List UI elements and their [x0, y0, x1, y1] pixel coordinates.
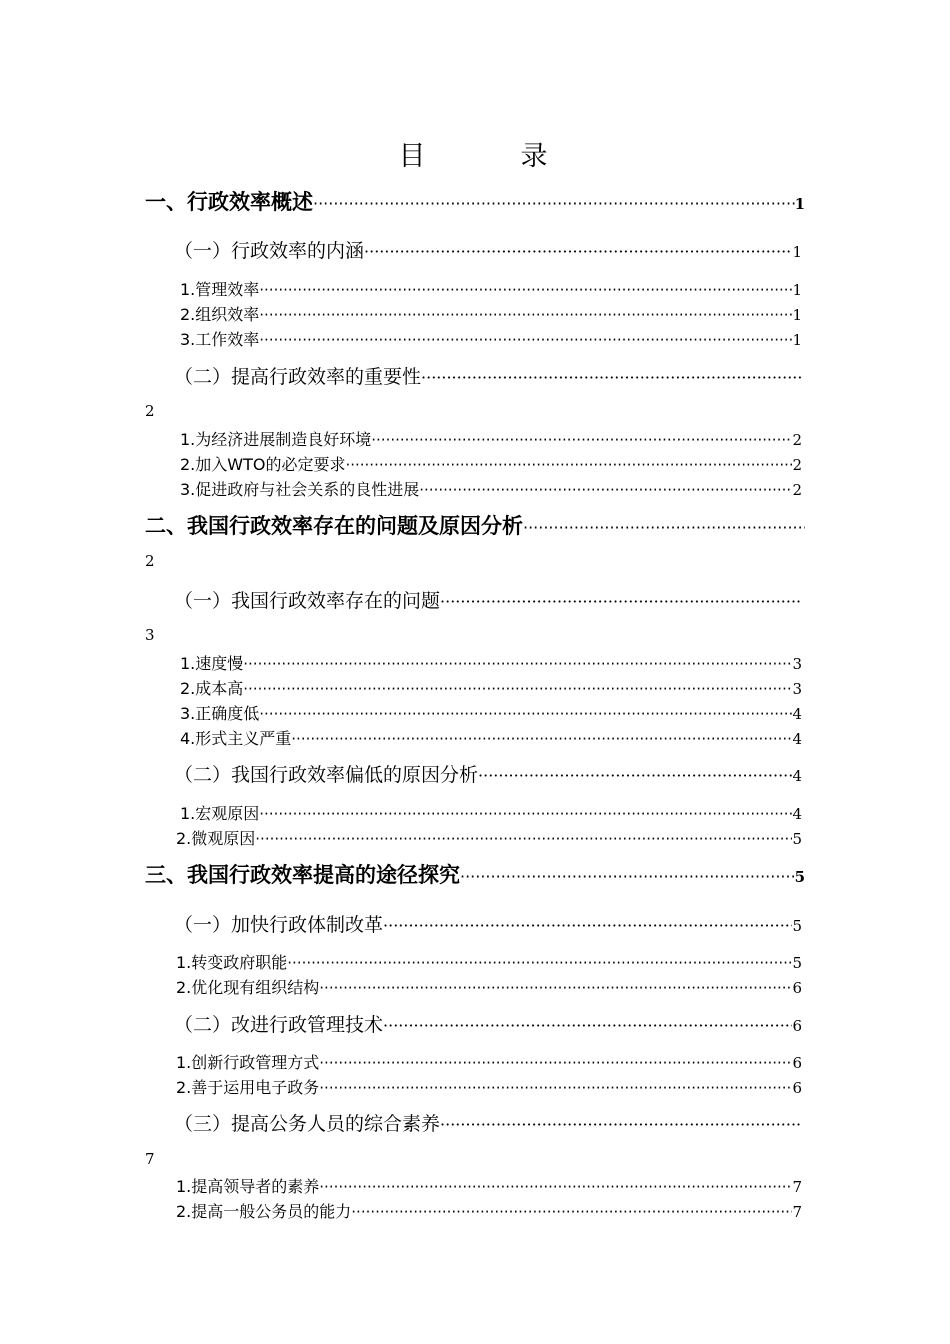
- toc-entry[interactable]: [174, 586, 802, 614]
- toc-entry-label: 3.正确度低: [180, 704, 260, 723]
- leader-dots: [259, 705, 792, 723]
- toc-page-number: 5: [792, 917, 802, 935]
- toc-page-number: 7: [792, 1178, 802, 1196]
- toc-page-number: 6: [792, 1054, 802, 1072]
- toc-entry[interactable]: [180, 701, 802, 723]
- toc-entry[interactable]: [176, 1174, 802, 1196]
- toc-page-number: 1: [792, 281, 802, 299]
- toc-entry[interactable]: [176, 1199, 802, 1221]
- leader-dots: [345, 456, 792, 474]
- toc-entry-label: （一）加快行政体制改革: [174, 914, 384, 936]
- toc-entry[interactable]: [174, 1010, 802, 1038]
- toc-page-number: 1: [794, 195, 805, 213]
- toc-entry-label: 2.组织效率: [180, 305, 260, 324]
- toc-entry-label: 三、我国行政效率提高的途径探究: [145, 863, 460, 887]
- leader-dots: [364, 242, 792, 261]
- toc-entry[interactable]: [180, 477, 802, 499]
- toc-page-number: 2: [145, 402, 155, 420]
- toc-entry-label: （二）我国行政效率偏低的原因分析: [174, 764, 479, 786]
- toc-entry-label: （三）提高公务人员的综合素养: [174, 1113, 441, 1135]
- leader-dots: [259, 281, 792, 299]
- toc-entry-label: 2.加入WTO的必定要求: [180, 455, 346, 474]
- leader-dots: [255, 830, 792, 848]
- toc-entry-label: 1.宏观原因: [180, 804, 260, 823]
- toc-entry[interactable]: [174, 760, 802, 788]
- toc-entry-label: 3.工作效率: [180, 330, 260, 349]
- toc-entry[interactable]: [145, 510, 805, 540]
- toc-page-number: 2: [792, 431, 802, 449]
- toc-entry[interactable]: [180, 277, 802, 299]
- leader-dots: [421, 368, 802, 387]
- leader-dots: [523, 518, 805, 537]
- leader-dots: [287, 954, 792, 972]
- toc-entry-label: （二）改进行政管理技术: [174, 1014, 384, 1036]
- toc-page-number: 2: [145, 552, 155, 570]
- leader-dots: [313, 194, 795, 213]
- toc-entry[interactable]: [176, 975, 802, 997]
- leader-dots: [243, 655, 792, 673]
- leader-dots: [259, 331, 792, 349]
- toc-entry-label: 1.速度慢: [180, 654, 244, 673]
- toc-page-number: 5: [792, 954, 802, 972]
- toc-entry-label: 2.提高一般公务员的能力: [176, 1202, 352, 1221]
- leader-dots: [243, 680, 792, 698]
- toc-page-number: 3: [145, 626, 155, 644]
- toc-entry[interactable]: [174, 1109, 802, 1137]
- toc-page-number: 3: [792, 680, 802, 698]
- toc-page-number: 5: [794, 868, 805, 886]
- leader-dots: [259, 306, 792, 324]
- toc-entry[interactable]: [180, 452, 802, 474]
- leader-dots: [440, 592, 802, 611]
- toc-entry[interactable]: [145, 859, 805, 889]
- toc-entry-label: 1.提高领导者的素养: [176, 1177, 320, 1196]
- toc-page-number: 1: [792, 331, 802, 349]
- toc-entry[interactable]: [174, 910, 802, 938]
- leader-dots: [440, 1115, 802, 1134]
- toc-entry[interactable]: [174, 236, 802, 264]
- toc-entry[interactable]: [145, 186, 805, 216]
- toc-page-number: 1: [792, 306, 802, 324]
- toc-entry[interactable]: [176, 1075, 802, 1097]
- toc-entry[interactable]: [180, 801, 802, 823]
- toc-entry-label: 二、我国行政效率存在的问题及原因分析: [145, 514, 523, 538]
- leader-dots: [460, 867, 795, 886]
- leader-dots: [478, 766, 792, 785]
- toc-page-number: 4: [792, 730, 802, 748]
- toc-entry[interactable]: [180, 726, 802, 748]
- toc-entry[interactable]: [174, 362, 802, 390]
- toc-entry-label: 2.成本高: [180, 679, 244, 698]
- toc-page-number: 2: [792, 481, 802, 499]
- leader-dots: [291, 730, 792, 748]
- toc-entry-label: 一、行政效率概述: [145, 190, 313, 214]
- leader-dots: [383, 1016, 792, 1035]
- toc-page-number: 2: [792, 456, 802, 474]
- toc-entry-label: 1.创新行政管理方式: [176, 1053, 320, 1072]
- toc-entry-label: 1.转变政府职能: [176, 953, 288, 972]
- toc-page-number: 4: [792, 705, 802, 723]
- toc-entry[interactable]: [180, 651, 802, 673]
- toc-entry[interactable]: [176, 950, 802, 972]
- toc-page-number: 4: [792, 805, 802, 823]
- toc-page-number: 5: [792, 830, 802, 848]
- toc-entry-label: 1.为经济进展制造良好环境: [180, 430, 372, 449]
- toc-entry-label: 2.优化现有组织结构: [176, 978, 320, 997]
- leader-dots: [383, 916, 792, 935]
- toc-page-number: 4: [792, 767, 802, 785]
- toc-page-number: 6: [792, 1017, 802, 1035]
- leader-dots: [319, 1054, 792, 1072]
- toc-page-number: 7: [792, 1203, 802, 1221]
- leader-dots: [351, 1203, 792, 1221]
- toc-entry-label: 1.管理效率: [180, 280, 260, 299]
- leader-dots: [319, 1079, 792, 1097]
- leader-dots: [371, 431, 792, 449]
- toc-entry-label: 2.善于运用电子政务: [176, 1078, 320, 1097]
- toc-entry[interactable]: [176, 1050, 802, 1072]
- toc-entry[interactable]: [176, 826, 802, 848]
- toc-entry-label: （一）行政效率的内涵: [174, 240, 365, 262]
- page-title: 目 录: [398, 141, 582, 172]
- toc-entry-label: （二）提高行政效率的重要性: [174, 366, 422, 388]
- toc-entry-label: 4.形式主义严重: [180, 729, 292, 748]
- leader-dots: [319, 1178, 792, 1196]
- leader-dots: [319, 979, 792, 997]
- toc-page-number: 7: [145, 1150, 155, 1168]
- leader-dots: [419, 481, 792, 499]
- toc-page-number: 6: [792, 979, 802, 997]
- leader-dots: [259, 805, 792, 823]
- toc-page-number: 1: [792, 243, 802, 261]
- toc-entry[interactable]: [180, 427, 802, 449]
- toc-entry[interactable]: [180, 302, 802, 324]
- toc-entry-label: （一）我国行政效率存在的问题: [174, 590, 441, 612]
- toc-entry[interactable]: [180, 327, 802, 349]
- toc-entry-label: 2.微观原因: [176, 829, 256, 848]
- toc-entry-label: 3.促进政府与社会关系的良性进展: [180, 480, 420, 499]
- toc-entry[interactable]: [180, 676, 802, 698]
- toc-page-number: 3: [792, 655, 802, 673]
- toc-page-number: 6: [792, 1079, 802, 1097]
